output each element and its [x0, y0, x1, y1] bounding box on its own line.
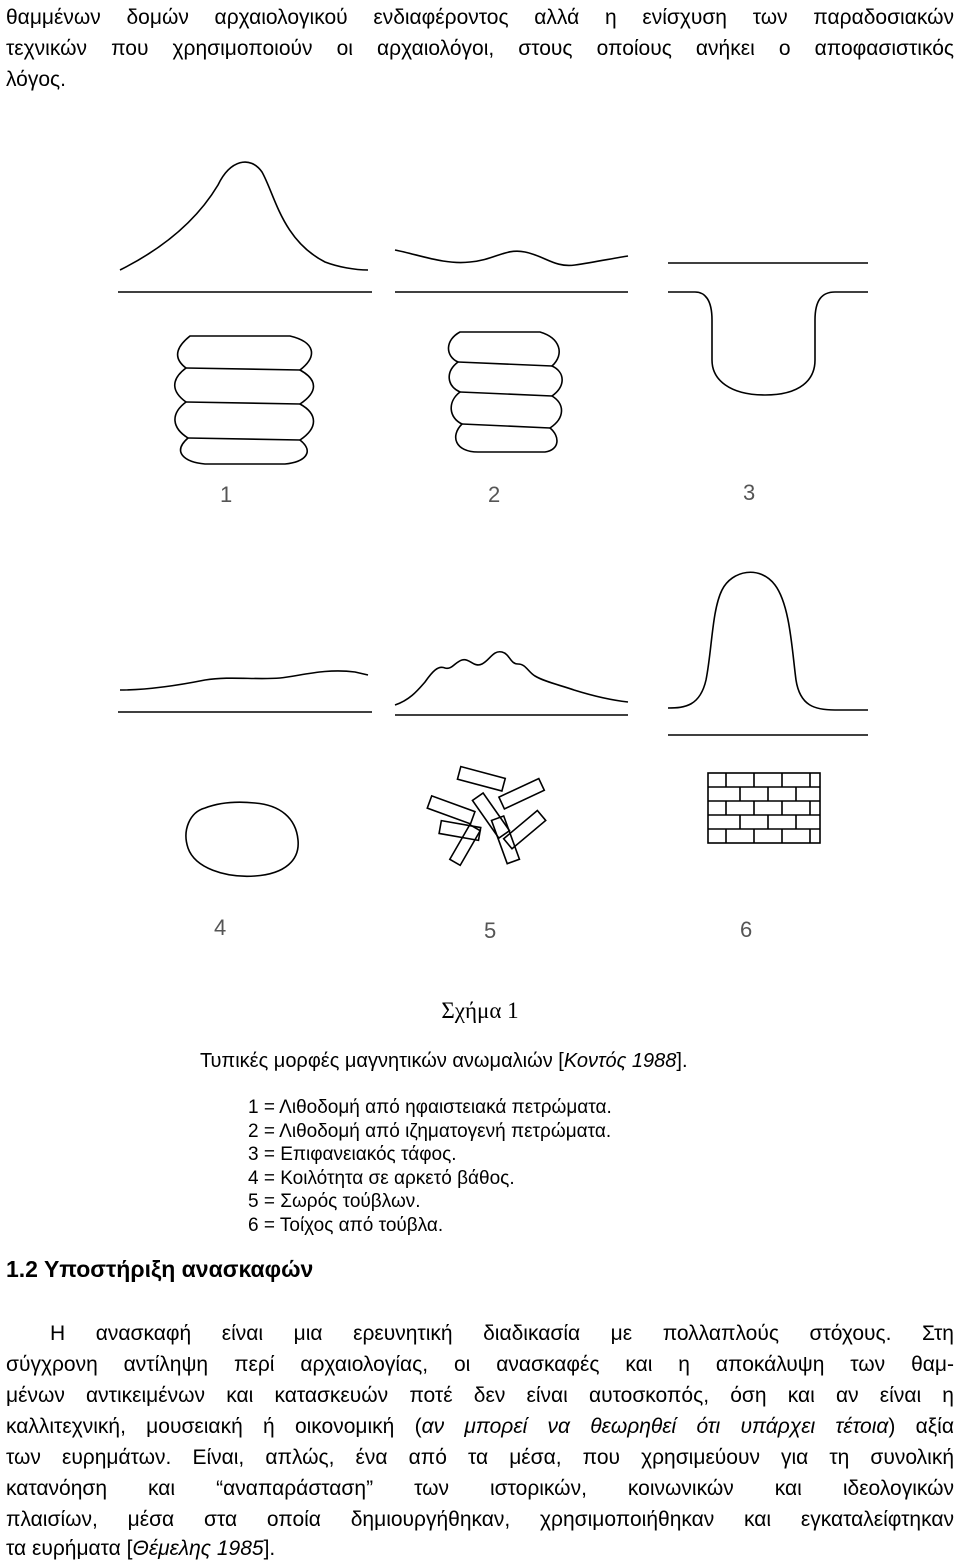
panel-1-shape: [118, 162, 372, 464]
panel-number-5: 5: [484, 918, 497, 943]
legend-item: 6 = Τοίχος από τούβλα.: [248, 1214, 444, 1236]
body-line-4-pre: καλλιτεχνική, μουσειακή ή οικονομική (: [6, 1415, 422, 1438]
panel-number-6: 6: [740, 917, 753, 942]
legend-item: 4 = Κοιλότητα σε αρκετό βάθος.: [248, 1167, 515, 1189]
panel-4-shape: [118, 671, 372, 876]
section-heading: 1.2 Υποστήριξη ανασκαφών: [6, 1256, 314, 1282]
figure-caption-title: Σχήμα 1: [441, 998, 519, 1023]
legend-item: 5 = Σωρός τούβλων.: [248, 1191, 421, 1212]
caption-subtitle-post: ].: [676, 1050, 688, 1072]
body-line-8: [6, 1533, 954, 1564]
caption-subtitle-pre: Τυπικές μορφές μαγνητικών ανωμαλιών [: [200, 1050, 564, 1072]
top-paragraph-line-1: θαμμένων δομών αρχαιολογικού ενδιαφέροντος αλλά η ενίσχυση των παραδοσιακών: [6, 6, 954, 29]
panel-5-shape: [395, 652, 628, 866]
panel-number-4: 4: [214, 915, 227, 940]
body-line-5: των ευρημάτων. Είναι, απλώς, ένα από τα μέσα, που χρησιμεύουν για τη συνολική: [6, 1446, 954, 1469]
body-line-7: πλαισίων, μέσα στα οποία δημιουργήθηκαν, χρησιμοποιήθηκαν και εγκαταλείφτηκαν: [6, 1508, 954, 1531]
body-line-8-reference: Θέμελης 1985: [132, 1537, 264, 1560]
figure-legend: [248, 1096, 612, 1237]
top-paragraph-line-2: τεχνικών που χρησιμοποιούν οι αρχαιολόγοι, στους οποίους ανήκει ο αποφασιστικός: [6, 37, 954, 60]
panel-3-shape: [668, 263, 868, 395]
panel-number-1: 1: [220, 482, 233, 507]
body-line-4-italic: αν μπορεί να θεωρηθεί ότι υπάρχει τέτοια: [421, 1415, 889, 1438]
panel-number-3: 3: [743, 480, 756, 505]
body-line-6: κατανόηση και “αναπαράσταση” των ιστορικών, κοινωνικών και ιδεολογικών: [6, 1477, 954, 1500]
legend-item: 1 = Λιθοδομή από ηφαιστειακά πετρώματα.: [248, 1097, 612, 1118]
body-line-3: μένων αντικειμένων και κατασκευών ποτέ δεν είναι αυτοσκοπός, όση και αν είναι η: [6, 1384, 954, 1407]
panel-2-shape: [395, 250, 628, 452]
panel-number-2: 2: [488, 482, 501, 507]
body-line-4-post: ) αξία: [888, 1415, 954, 1438]
caption-subtitle-reference: Κοντός 1988: [563, 1050, 677, 1072]
legend-item: 2 = Λιθοδομή από ιζηματογενή πετρώματα.: [248, 1120, 612, 1142]
body-line-4: [6, 1411, 954, 1442]
body-line-2: σύγχρονη αντίληψη περί αρχαιολογίας, οι ανασκαφές και η αποκάλυψη των θαμ-: [6, 1353, 954, 1376]
body-line-1: Η ανασκαφή είναι μια ερευνητική διαδικασία με πολλαπλούς στόχους. Στη: [50, 1322, 954, 1345]
body-line-8-pre: τα ευρήματα [: [6, 1537, 133, 1560]
magnetic-anomalies-figure: [0, 140, 960, 960]
body-line-8-post: ].: [263, 1537, 276, 1560]
legend-item: 3 = Επιφανειακός τάφος.: [248, 1144, 457, 1165]
top-paragraph-line-3: λόγος.: [6, 68, 66, 91]
panel-6-shape: [668, 572, 868, 843]
figure-caption-subtitle: [200, 1050, 688, 1073]
